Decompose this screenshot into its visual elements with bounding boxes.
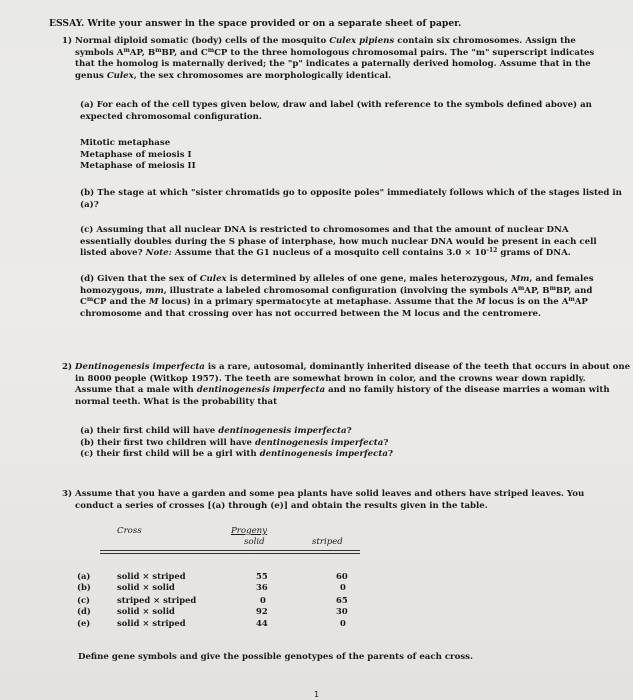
q2-parts	[80, 426, 393, 461]
row-striped: 0	[340, 582, 346, 592]
row-solid: 92	[256, 606, 268, 616]
q3-line-2: conduct a series of crosses [(a) through (e)] and obtain the results given in the table.	[75, 500, 488, 511]
col-header-solid: solid	[244, 537, 265, 547]
col-header-cross: Cross	[117, 526, 142, 536]
cell-type: Metaphase of meiosis I	[80, 149, 192, 160]
row-cross: solid × striped	[117, 571, 186, 581]
row-solid: 44	[256, 618, 268, 628]
q1-part-c	[80, 225, 597, 260]
q1-intro-line-4: genus Culex, the sex chromosomes are morphologically identical.	[75, 70, 392, 81]
cell-type: Mitotic metaphase	[80, 138, 171, 148]
table-row	[77, 595, 360, 606]
row-cross: solid × solid	[117, 582, 175, 592]
q2-line-3: Assume that a male with dentinogenesis imperfecta and no family history of the disease marries a woman with	[75, 385, 610, 396]
row-label: (e)	[77, 618, 91, 628]
row-solid: 36	[256, 582, 268, 592]
question-3	[62, 489, 584, 512]
row-label: (b)	[77, 582, 91, 592]
q1-c-line-3: listed above? Note: Assume that the G1 nucleus of a mosquito cell contains $3.0 \times 10^{-12}$ grams of DNA.	[80, 247, 571, 259]
row-cross: solid × striped	[117, 618, 186, 628]
table-row	[77, 571, 360, 582]
q1-a-line-1: (a) For each of the cell types given below, draw and label (with reference to the symbols defined above) an	[80, 100, 592, 110]
q2-line-2: in 8000 people (Witkop 1957). The teeth are somewhat brown in color, and the crowns wear down rapidly.	[75, 373, 586, 384]
question-2	[62, 362, 630, 408]
essay-header: ESSAY. Write your answer in the space provided or on a separate sheet of paper.	[49, 18, 462, 29]
q1-part-a	[80, 100, 592, 123]
row-striped: 30	[336, 606, 348, 616]
table-header-rule	[100, 553, 360, 554]
q1-d-line-3: $C^mCP$ and the M locus) in a primary spermatocyte at metaphase. Assume that the M locus is on the $A^mAP$	[80, 296, 588, 308]
cell-type: Metaphase of meiosis II	[80, 161, 196, 172]
q2-part-b: (b) their first two children will have dentinogenesis imperfecta?	[80, 437, 389, 448]
q1-c-line-1: (c) Assuming that all nuclear DNA is restricted to chromosomes and that the amount of nuclear DNA	[80, 225, 569, 235]
row-cross: solid × solid	[117, 606, 175, 616]
q1-d-line-2: homozygous, mm, illustrate a labeled chromosomal configuration (involving the symbols $A^mAP$, $B^mBP$, and	[80, 284, 593, 296]
q2-part-c: (c) their first child will be a girl with dentinogenesis imperfecta?	[80, 449, 393, 460]
page-number: 1	[314, 690, 320, 699]
q1-intro-line-1: 1) Normal diploid somatic (body) cells of the mosquito Culex pipiens contain six chromosomes. Assign the	[62, 36, 576, 46]
q1-intro-line-3: that the homolog is maternally derived; the "p" indicates a paternally derived homolog. Assume that in the	[75, 59, 591, 70]
cell-types-list	[80, 138, 196, 173]
table-header-rule	[100, 550, 360, 551]
table-row	[77, 618, 360, 629]
table-row	[77, 582, 360, 593]
q1-intro-line-2: symbols $A^mAP$, $B^mBP$, and $C^mCP$ to the three homologous chromosomal pairs. The "m" superscript indicates	[75, 46, 595, 58]
question-1	[62, 36, 594, 82]
table-row	[77, 606, 360, 617]
row-striped: 60	[336, 571, 348, 581]
col-header-progeny: Progeny	[231, 526, 268, 536]
row-solid: 0	[260, 595, 266, 605]
q1-d-line-1: (d) Given that the sex of Culex is determined by alleles of one gene, males heterozygous, Mm, and females	[80, 274, 594, 284]
q1-b-line-2: (a)?	[80, 199, 99, 210]
row-striped: 65	[336, 595, 348, 605]
q1-b-line-1: (b) The stage at which "sister chromatids go to opposite poles" immediately follows which of the stages listed in	[80, 188, 622, 198]
row-striped: 0	[340, 618, 346, 628]
q1-a-line-2: expected chromosomal configuration.	[80, 111, 262, 122]
q2-line-4: normal teeth. What is the probability that	[75, 396, 278, 407]
row-label: (a)	[77, 571, 91, 581]
row-solid: 55	[256, 571, 268, 581]
row-cross: striped × striped	[117, 595, 197, 605]
row-label: (d)	[77, 606, 91, 616]
q1-c-line-2: essentially doubles during the S phase of interphase, how much nuclear DNA would be present in each cell	[80, 236, 597, 247]
q3-line-1: 3) Assume that you have a garden and some pea plants have solid leaves and others have striped leaves. You	[62, 489, 585, 499]
q1-part-b	[80, 188, 622, 211]
q2-line-1: 2) Dentinogenesis imperfecta is a rare, autosomal, dominantly inherited disease of the teeth that occurs in about one	[62, 362, 631, 372]
q1-d-line-4: chromosome and that crossing over has not occurred between the M locus and the centromere.	[80, 308, 541, 319]
col-header-striped: striped	[312, 537, 343, 547]
row-label: (c)	[77, 595, 91, 605]
q2-part-a: (a) their first child will have dentinogenesis imperfecta?	[80, 426, 352, 436]
q3-instruction: Define gene symbols and give the possible genotypes of the parents of each cross.	[78, 652, 473, 662]
q1-part-d	[80, 274, 594, 320]
